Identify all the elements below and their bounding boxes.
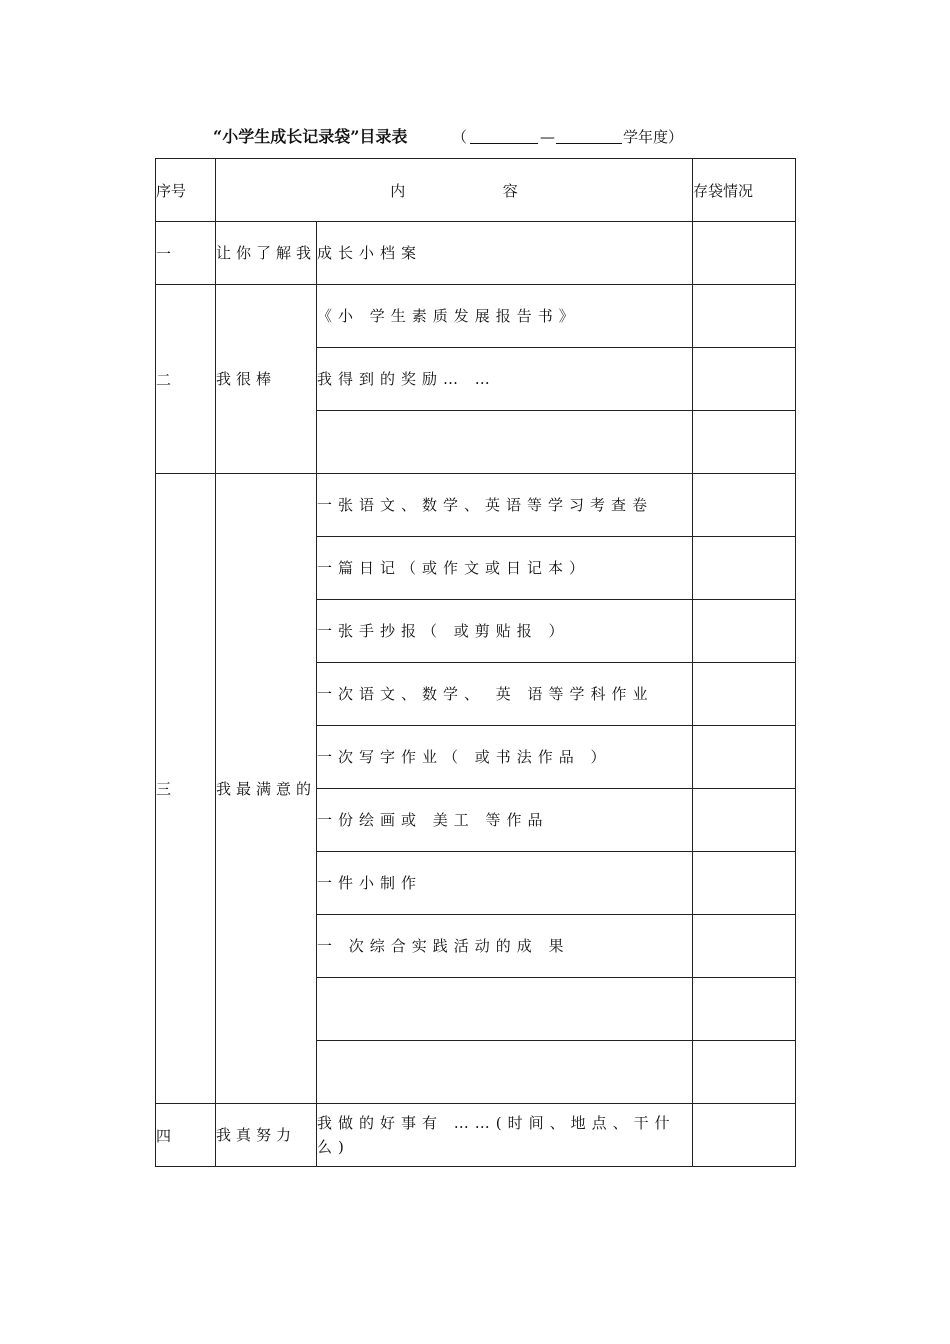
status-cell[interactable] (693, 915, 796, 978)
item-content: 成长小档案 (317, 222, 693, 285)
item-content (317, 978, 693, 1041)
section-category: 我最满意的 (216, 474, 317, 1104)
status-cell[interactable] (693, 663, 796, 726)
header-seq: 序号 (156, 159, 216, 222)
item-content: 一张手抄报（ 或剪贴报 ） (317, 600, 693, 663)
title-dash: — (540, 128, 555, 146)
item-content: 一次语文、数学、 英 语等学科作业 (317, 663, 693, 726)
status-cell[interactable] (693, 978, 796, 1041)
section-category: 我真努力 (216, 1104, 317, 1167)
status-cell[interactable] (693, 348, 796, 411)
table-row (156, 222, 796, 285)
status-cell[interactable] (693, 474, 796, 537)
header-content-1: 内 (390, 181, 406, 200)
item-content: 一篇日记（或作文或日记本） (317, 537, 693, 600)
status-cell[interactable] (693, 600, 796, 663)
status-cell[interactable] (693, 1041, 796, 1104)
item-content (317, 1041, 693, 1104)
header-status: 存袋情况 (693, 159, 796, 222)
year-start-blank[interactable] (470, 143, 538, 144)
item-content: 一 次综合实践活动的成 果 (317, 915, 693, 978)
page-title (0, 126, 950, 148)
table-row (156, 1104, 796, 1167)
header-row (156, 159, 796, 222)
item-content: 一件小制作 (317, 852, 693, 915)
status-cell[interactable] (693, 285, 796, 348)
item-content: 一张语文、数学、英语等学习考查卷 (317, 474, 693, 537)
header-content-2: 容 (502, 181, 518, 200)
header-content (216, 159, 693, 222)
section-category: 让你了解我 (216, 222, 317, 285)
year-end-blank[interactable] (556, 143, 622, 144)
title-main: “小学生成长记录袋”目录表 (213, 127, 408, 146)
item-content: 一次写字作业（ 或书法作品 ） (317, 726, 693, 789)
catalog-table (155, 158, 796, 1167)
title-suffix: 学年度） (623, 128, 684, 146)
section-seq: 四 (156, 1104, 216, 1167)
item-content: 《小 学生素质发展报告书》 (317, 285, 693, 348)
item-content (317, 411, 693, 474)
status-cell[interactable] (693, 411, 796, 474)
status-cell[interactable] (693, 222, 796, 285)
section-category: 我很棒 (216, 285, 317, 474)
section-seq: 一 (156, 222, 216, 285)
title-paren-open: （ (452, 128, 468, 146)
status-cell[interactable] (693, 789, 796, 852)
table-row (156, 285, 796, 348)
item-content: 我得到的奖励… … (317, 348, 693, 411)
status-cell[interactable] (693, 726, 796, 789)
section-seq: 二 (156, 285, 216, 474)
table-row (156, 474, 796, 537)
status-cell[interactable] (693, 852, 796, 915)
status-cell[interactable] (693, 1104, 796, 1167)
status-cell[interactable] (693, 537, 796, 600)
item-content: 一份绘画或 美工 等作品 (317, 789, 693, 852)
item-content: 我做的好事有 ……(时间、地点、干什么) (317, 1104, 693, 1167)
section-seq: 三 (156, 474, 216, 1104)
